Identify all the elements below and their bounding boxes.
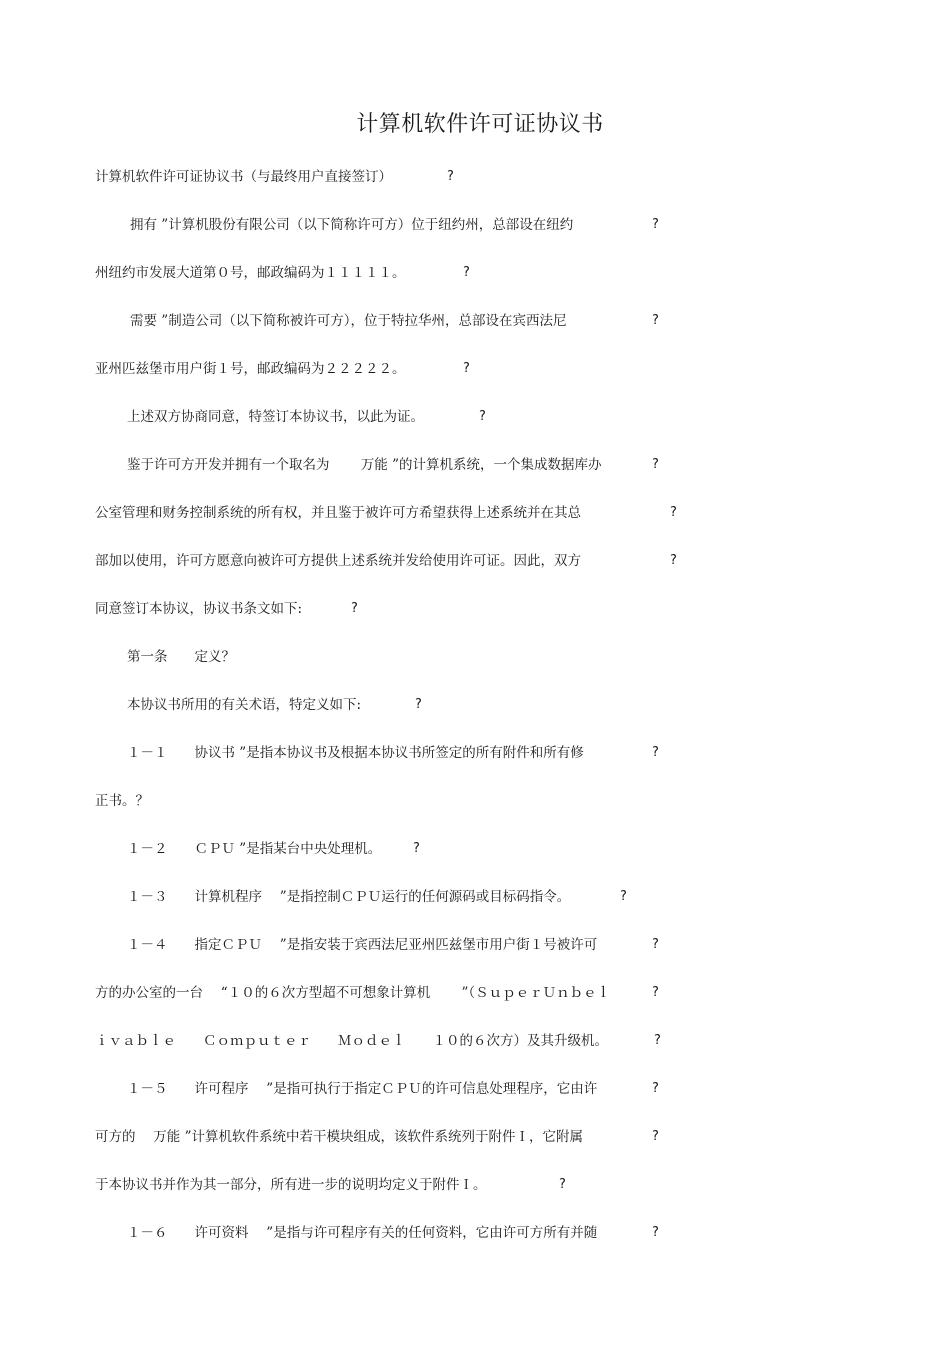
- missing-glyph-marker: ?: [559, 1177, 566, 1192]
- missing-glyph-marker: ?: [652, 457, 659, 472]
- missing-glyph-marker: ?: [652, 1225, 659, 1240]
- text-line: ｉｖａｂｌｅ Ｃｏｍｐｕｔｅｒ Ｍｏｄｅｌ １０的６次方）及其升级机。: [95, 1033, 608, 1049]
- missing-glyph-marker: ?: [447, 169, 454, 184]
- text-line: 本协议书所用的有关术语，特定义如下:: [127, 697, 362, 713]
- definition-item: １－４ 指定ＣＰＵ ”是指安装于宾西法尼亚州匹兹堡市用户街１号被许可: [127, 937, 598, 953]
- definition-item: １－３ 计算机程序 ”是指控制ＣＰＵ运行的任何源码或目标码指令。: [127, 889, 571, 905]
- missing-glyph-marker: ?: [479, 409, 486, 424]
- text-line: 计算机软件许可证协议书（与最终用户直接签订）: [95, 169, 392, 185]
- text-line: 公室管理和财务控制系统的所有权，并且鉴于被许可方希望获得上述系统并在其总: [95, 505, 581, 521]
- text-line: 方的办公室的一台 “１０的６次方型超不可想象计算机 ”（ＳｕｐｅｒＵｎｂｅｌ: [95, 985, 611, 1001]
- missing-glyph-marker: ?: [652, 937, 659, 952]
- definition-item: １－５ 许可程序 ”是指可执行于指定ＣＰＵ的许可信息处理程序，它由许: [127, 1081, 598, 1097]
- missing-glyph-marker: ?: [652, 1129, 659, 1144]
- missing-glyph-marker: ?: [620, 889, 627, 904]
- missing-glyph-marker: ?: [652, 217, 659, 232]
- text-line: 亚州匹兹堡市用户街１号，邮政编码为２２２２２。: [95, 361, 406, 377]
- missing-glyph-marker: ?: [652, 745, 659, 760]
- missing-glyph-marker: ?: [463, 361, 470, 376]
- article-heading: 第一条 定义？: [127, 649, 235, 665]
- missing-glyph-marker: ?: [654, 1033, 661, 1048]
- missing-glyph-marker: ?: [463, 265, 470, 280]
- missing-glyph-marker: ?: [413, 841, 420, 856]
- text-line: 于本协议书并作为其一部分，所有进一步的说明均定义于附件Ｉ。: [95, 1177, 487, 1193]
- definition-item: １－６ 许可资料 ”是指与许可程序有关的任何资料，它由许可方所有并随: [127, 1225, 598, 1241]
- text-line: 拥有 ”计算机股份有限公司（以下简称许可方）位于纽约州，总部设在纽约: [130, 217, 574, 233]
- text-line: 同意签订本协议，协议书条文如下:: [95, 601, 303, 617]
- text-line: 州纽约市发展大道第０号，邮政编码为１１１１１。: [95, 265, 406, 281]
- missing-glyph-marker: ?: [652, 985, 659, 1000]
- missing-glyph-marker: ?: [351, 601, 358, 616]
- definition-item: １－１ 协议书 ”是指本协议书及根据本协议书所签定的所有附件和所有修: [127, 745, 584, 761]
- definition-item: １－２ ＣＰＵ ”是指某台中央处理机。: [127, 841, 382, 857]
- document-title: 计算机软件许可证协议书: [356, 112, 604, 137]
- text-line: 鉴于许可方开发并拥有一个取名为 万能 ”的计算机系统，一个集成数据库办: [127, 457, 602, 473]
- missing-glyph-marker: ?: [670, 553, 677, 568]
- text-line: 可方的 万能 ”计算机软件系统中若干模块组成，该软件系统列于附件Ｉ，它附属: [95, 1129, 583, 1145]
- missing-glyph-marker: ?: [652, 1081, 659, 1096]
- missing-glyph-marker: ?: [652, 313, 659, 328]
- text-line: 正书。？: [95, 793, 149, 809]
- text-line: 部加以使用，许可方愿意向被许可方提供上述系统并发给使用许可证。因此，双方: [95, 553, 581, 569]
- missing-glyph-marker: ?: [415, 697, 422, 712]
- missing-glyph-marker: ?: [670, 505, 677, 520]
- text-line: 上述双方协商同意，特签订本协议书，以此为证。: [127, 409, 424, 425]
- text-line: 需要 ”制造公司（以下简称被许可方），位于特拉华州，总部设在宾西法尼: [130, 313, 567, 329]
